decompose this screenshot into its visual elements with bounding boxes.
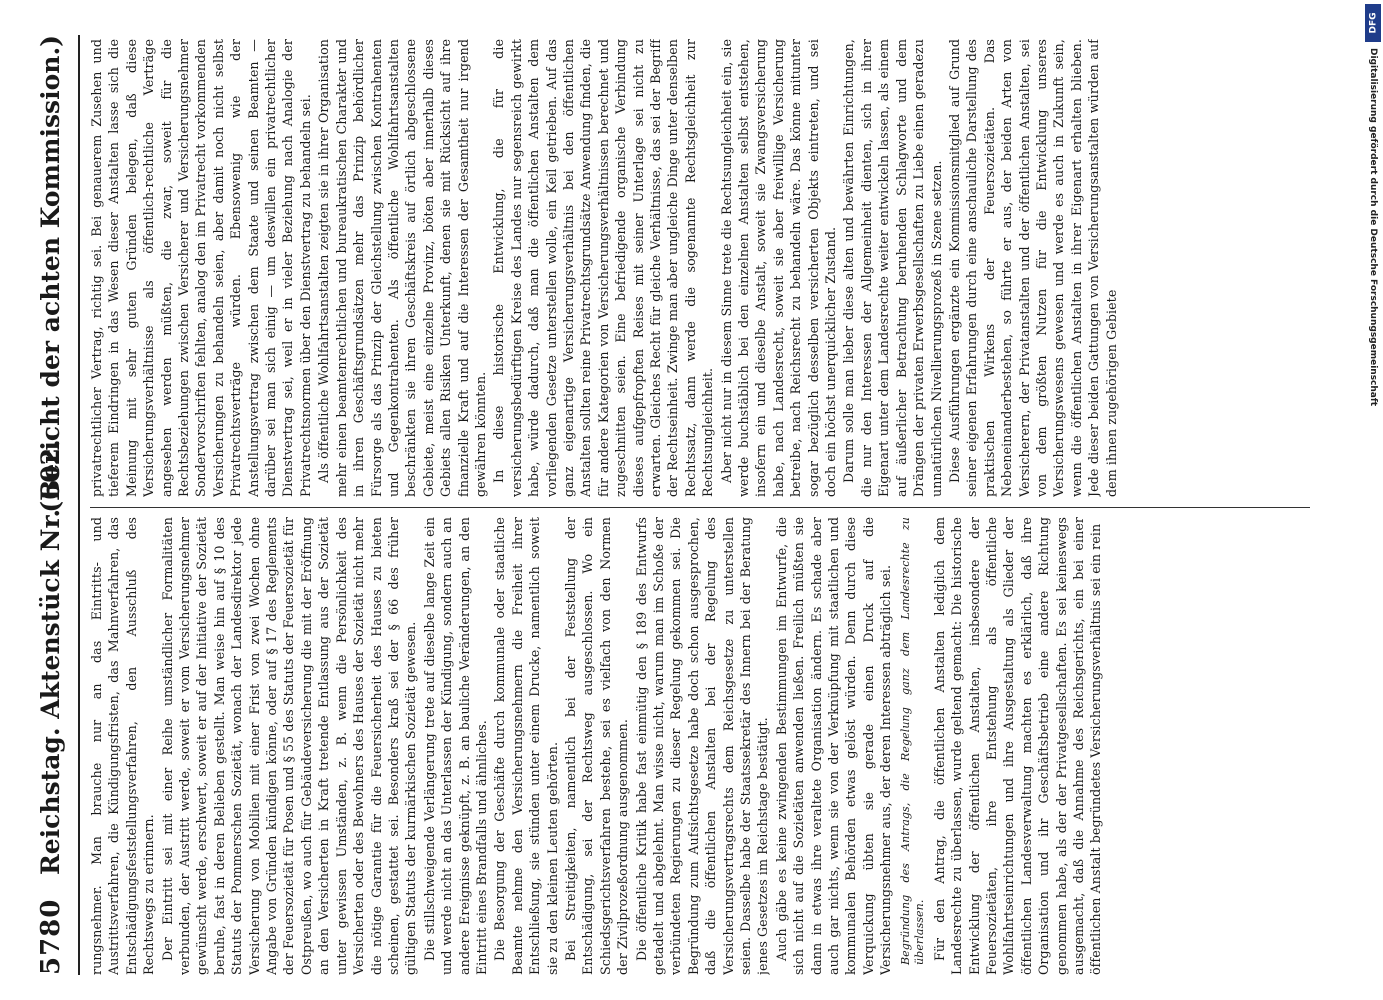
- paragraph: privatrechtlicher Vertrag, richtig sei. Bei genauerem Zusehen und tieferem Eindringen in das Wesen dieser Anstalten lasse sich die Meinung mit sehr guten Gründen belegen, daß diese Versicherungsverhältnisse als öffentlich-rechtliche Verträge angesehen werden müßten, die zwar, soweit für die Rechtsbeziehungen zwischen Versicherer und Versicherungsnehmer Sondervorschriften fehlten, analog den im Privatrecht vorkommenden Versicherungen zu behandeln seien, aber damit noch nicht selbst Privatrechtsverträge würden. Ebensowenig wie der Anstellungsvertrag zwischen dem Staate und seinen Beamten — darüber sei man sich einig — um deswillen ein privatrechtlicher Dienstvertrag sei, weil er in vieler Beziehung nach Analogie der Privatrechtsnormen über den Dienstvertrag zu behandeln sei.: [89, 39, 313, 497]
- text-columns: [88, 35, 1313, 975]
- paragraph: Die Besorgung der Geschäfte durch kommunale oder staatliche Beamte nehme den Versicherungsnehmern die Freiheit ihrer Entschließung, sie stünden unter einem Drucke, namentlich soweit sie zu den kleinen Leuten gehörten.: [492, 517, 560, 975]
- paragraph: Auch gäbe es keine zwingenden Bestimmungen im Entwurfe, die sich nicht auf die Sozietäten anwenden ließen. Freilich müßten sie dann in etwas ihre veraltete Organisation ändern. Es schade aber auch gar nichts, wenn sie von der Verknüpfung mit staatlichen und kommunalen Behörden etwas gelöst würden. Denn durch diese Verquickung übten sie gerade einen Druck auf die Versicherungsnehmer aus, der deren Interessen abträglich sei.: [773, 517, 894, 975]
- dfg-logo: [1365, 4, 1381, 42]
- running-title-right: (Bericht der achten Kommission.): [36, 35, 65, 513]
- digitization-note-text: Digitalisierung gefördert durch die Deutsche Forschungsgemeinschaft: [1368, 48, 1378, 407]
- paragraph: Die öffentliche Kritik habe fast einmütig den § 189 des Entwurfs getadelt und abgelehnt. Man wisse nicht, warum man im Schoße der verbündeten Regierungen zu dieser Regelung gekommen sei. Die Begründung zum Aufsichtsgesetze habe doch schon ausgesprochen, daß die öffentlichen Anstalten bei der Regelung des Versicherungsvertragsrechts dem Reichsgesetze zu unterstellen seien. Dasselbe habe der Staatssekretär des Innern bei der Beratung jenes Gesetzes im Reichstage bestätigt.: [633, 517, 771, 975]
- paragraph: Die stillschweigende Verlängerung trete auf dieselbe lange Zeit ein und werde nicht an das Unterlassen der Kündigung, sondern auch an andere Ereignisse geknüpft, z. B. an bauliche Veränderungen, an den Eintritt eines Brandfalls und ähnliches.: [421, 517, 489, 975]
- right-column: [88, 39, 1313, 497]
- side-note: Begründung des Antrags, die Regelung ganz dem Landesrechte zu überlassen.: [898, 517, 926, 965]
- page-header: [30, 35, 82, 975]
- paragraph: Darum solle man lieber diese alten und bewährten Einrichtungen, die nur den Interessen der Allgemeinheit dienten, sich in ihrer Eigenart unter dem Landesrechte weiter entwickeln lassen, als einem auf äußerlicher Betrachtung beruhenden Schlagworte und dem Drängen der privaten Erwerbsgesellschaften zu Liebe einen geradezu unnatürlichen Nivellierungsprozeß in Szene setzen.: [841, 39, 944, 497]
- document-page: [30, 35, 1320, 975]
- paragraph: Bei Streitigkeiten, namentlich bei der Feststellung der Entschädigung, sei der Rechtsweg ausgeschlossen. Wo ein Schiedsgerichtsverfahren bestehe, sei es vielfach von den Normen der Zivilprozeßordnung ausgenommen.: [562, 517, 631, 975]
- paragraph: In diese historische Entwicklung, die für die versicherungsbedürftigen Kreise des Landes nur segensreich gewirkt habe, würde dadurch, daß man die öffentlichen Anstalten dem vorliegenden Gesetze unterstellen wolle, ein Keil getrieben. Auf das ganz eigenartige Versicherungsverhältnis bei den öffentlichen Anstalten sollten reine Privatrechtsgrundsätze Anwendung finden, die für andere Kategorien von Versicherungsverhältnissen berechnet und zugeschnitten seien. Eine befriedigende organische Verbindung dieses aufgepfropften Reises mit seiner Unterlage sei nicht zu erwarten. Gleiches Recht für gleiche Verhältnisse, das sei der Begriff der Rechtseinheit. Zwinge man aber ungleiche Dinge unter denselben Rechtssatz, dann werde die sogenannte Rechtsgleichheit zur Rechtsungleichheit.: [491, 39, 716, 497]
- paragraph: Als öffentliche Wohlfahrtsanstalten zeigten sie in ihrer Organisation mehr einen beamtenrechtlichen und bureaukratischen Charakter und in ihren Geschäftsgrundsätzen mehr das Prinzip behördlicher Fürsorge als das Prinzip der Gleichstellung zwischen Kontrahenten und Gegenkontrahenten. Als öffentliche Wohlfahrtsanstalten beschränkten sie ihren Geschäftskreis auf örtlich abgeschlossene Gebiete, meist eine einzelne Provinz, böten aber innerhalb dieses Gebiets allen Risiken Unterkunft, denen sie mit Rücksicht auf ihre finanzielle Kraft und auf die Interessen der Gesamtheit nur irgend gewähren könnten.: [316, 39, 488, 497]
- left-column: [88, 517, 1313, 975]
- paragraph: Diese Ausführungen ergänzte ein Kommissionsmitglied auf Grund seiner eigenen Erfahrungen durch eine anschauliche Darstellung des praktischen Wirkens der Feuersozietäten. Das Nebeneinanderbestehen, so führte er aus, der beiden Arten von Versicherern, der Privatanstalten und der öffentlichen Anstalten, sei von dem größten Nutzen für die Entwicklung unseres Versicherungswesens gewesen und werde es auch in Zukunft sein, wenn die öffentlichen Anstalten in ihrer Eigenart erhalten blieben. Jede dieser beiden Gattungen von Versicherungsanstalten würden auf dem ihnen zugehörigen Gebiete: [946, 39, 1119, 497]
- dfg-logo-text: DFG: [1368, 12, 1379, 34]
- header-rule: [78, 35, 80, 975]
- running-title-left: Reichstag. Aktenstück Nr. 602.: [36, 439, 65, 875]
- paragraph: Aber nicht nur in diesem Sinne trete die Rechtsungleichheit ein, sie werde buchstäblich bei den einzelnen Anstalten selbst entstehen, insofern ein und dieselbe Anstalt, soweit sie Zwangsversicherung habe, nach Landesrecht, soweit sie aber freiwillige Versicherung betreibe, nach Reichsrecht zu behandeln wäre. Das könne mitunter sogar bezüglich desselben versicherten Objekts eintreten, und sei doch ein höchst unerquicklicher Zustand.: [718, 39, 839, 497]
- paragraph: Der Eintritt sei mit einer Reihe umständlicher Formalitäten verbunden, der Austritt werde, soweit er vom Versicherungsnehmer gewünscht werde, erschwert, soweit er auf der Initiative der Sozietät beruhe, fast in deren Belieben gestellt. Man weise hin auf § 10 des Statuts der Pommerschen Sozietät, wonach der Landesdirektor jede Versicherung von Mobilien mit einer Frist von zwei Wochen ohne Angabe von Gründen kündigen könne, oder auf § 17 des Reglements der Feuersozietät für Posen und § 55 des Statuts der Feuersozietät für Ostpreußen, wo auch für Gebäudeversicherung die mit der Eröffnung an den Versicherten in Kraft tretende Entlassung aus der Sozietät unter gewissen Umständen, z. B. wenn die Persönlichkeit des Versicherten oder des Bewohners des Hauses der Sozietät nicht mehr die nötige Garantie für die Feuersicherheit des Hauses zu bieten scheinen, gestattet sei. Besonders kraß sei der § 66 des früher gültigen Statuts der kurmärkischen Sozietät gewesen.: [159, 517, 419, 975]
- page-number: 5780: [36, 898, 66, 975]
- digitization-note: [1365, 48, 1381, 608]
- column-divider: [90, 507, 1310, 508]
- digitization-strip: [1361, 0, 1383, 1000]
- paragraph: Für den Antrag, die öffentlichen Anstalten lediglich dem Landesrechte zu überlassen, wurde geltend gemacht: Die historische Entwicklung der öffentlichen Anstalten, insbesondere der Feuersozietäten, ihre Entstehung als öffentliche Wohlfahrtseinrichtungen und ihre Ausgestaltung als Glieder der öffentlichen Landesverwaltung machten es erklärlich, daß ihre Organisation und ihr Geschäftsbetrieb eine andere Richtung genommen habe, als der der Privatgesellschaften. Es sei keineswegs ausgemacht, daß die Annahme des Reichsgerichts, ein bei einer öffentlichen Anstalt begründetes Versicherungsverhältnis sei ein rein: [931, 517, 1104, 975]
- paragraph: rungsnehmer. Man brauche nur an das Eintritts- und Austrittsverfahren, die Kündigungsfristen, das Mahnverfahren, das Entschädigungsfeststellungsverfahren, den Ausschluß des Rechtswegs zu erinnern.: [89, 517, 157, 975]
